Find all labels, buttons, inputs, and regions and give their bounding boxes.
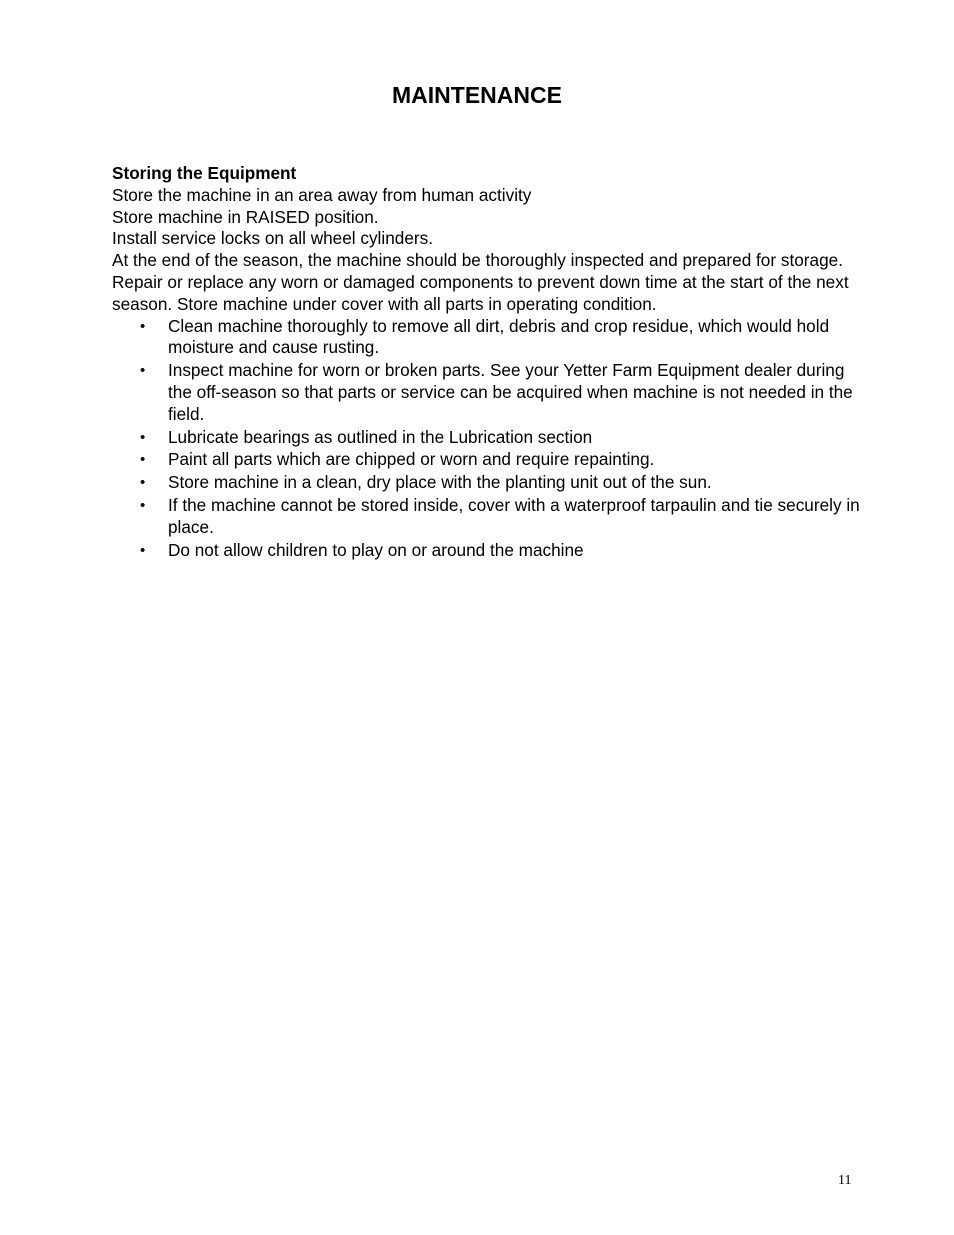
list-item-text: Store machine in a clean, dry place with the planting unit out of the sun. (168, 472, 712, 493)
list-item (112, 472, 862, 494)
list-item (112, 360, 862, 425)
bullet-icon: • (140, 362, 146, 380)
bullet-icon: • (140, 474, 146, 492)
bullet-icon: • (140, 541, 146, 559)
storage-instruction-3: Install service locks on all wheel cylinders. (112, 228, 433, 249)
list-item (112, 495, 862, 539)
page-number: 11 (838, 1173, 852, 1188)
storage-instruction-1: Store the machine in an area away from human activity (112, 184, 532, 205)
section-heading: Storing the Equipment (112, 163, 297, 183)
list-item-text: If the machine cannot be stored inside, cover with a waterproof tarpaulin and tie securely in place. (168, 494, 860, 537)
bullet-icon: • (140, 451, 146, 469)
list-item-text: Paint all parts which are chipped or worn and require repainting. (168, 449, 655, 470)
bullet-icon: • (140, 428, 146, 446)
storage-instruction-2: Store machine in RAISED position. (112, 206, 379, 227)
storage-checklist (112, 316, 862, 562)
page-title: MAINTENANCE (392, 82, 562, 108)
list-item-text: Do not allow children to play on or around the machine (168, 539, 584, 560)
list-item (112, 540, 862, 562)
bullet-icon: • (140, 496, 146, 514)
list-item-text: Lubricate bearings as outlined in the Lubrication section (168, 426, 593, 447)
list-item (112, 449, 862, 471)
list-item-text: Inspect machine for worn or broken parts. See your Yetter Farm Equipment dealer during the off-season so that parts or service can be acquired when machine is not needed in the field. (168, 360, 853, 424)
list-item-text: Clean machine thoroughly to remove all dirt, debris and crop residue, which would hold moisture and cause rusting. (168, 315, 830, 358)
list-item (112, 316, 862, 360)
bullet-icon: • (140, 317, 146, 335)
storage-paragraph: At the end of the season, the machine should be thoroughly inspected and prepared for storage. Repair or replace any worn or damaged components to prevent down time at the start of the next season. Store machine under cover with all parts in operating condition. (112, 250, 849, 314)
list-item (112, 427, 862, 449)
page-content (112, 163, 862, 562)
